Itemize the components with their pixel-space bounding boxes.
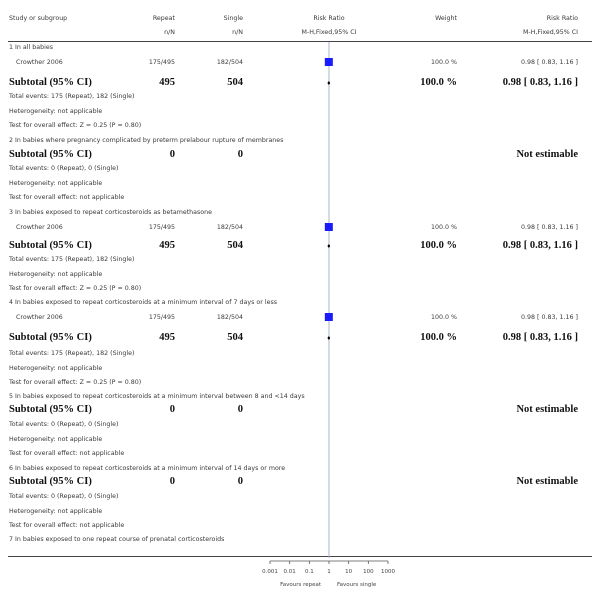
header-risk-ratio-sub: M-H,Fixed,95% CI [301,29,357,36]
study-repeat: 175/495 [148,59,175,66]
total-events: Total events: 175 (Repeat), 182 (Single) [9,350,135,357]
study-ci: 0.98 [ 0.83, 1.16 ] [521,314,578,321]
study-name: Crowther 2006 [16,314,63,321]
subtotal-label: Subtotal (95% CI) [9,404,92,415]
x-tick-label: 100 [363,569,374,575]
group-title: 2 In babies where pregnancy complicated by preterm prelabour rupture of membranes [9,137,284,144]
header-single-sub: n/N [232,29,243,36]
favours-right-label: Favours single [337,582,377,588]
subtotal-weight: 100.0 % [420,332,457,343]
subtotal-weight: 100.0 % [420,240,457,251]
heterogeneity: Heterogeneity: not applicable [9,365,103,372]
overall-effect: Test for overall effect: Z = 0.25 (P = 0.80) [9,122,142,129]
study-single: 182/504 [216,59,243,66]
x-tick-label: 0.01 [283,569,296,575]
subtotal-ci: 0.98 [ 0.83, 1.16 ] [502,332,578,343]
heterogeneity: Heterogeneity: not applicable [9,436,103,443]
study-ci: 0.98 [ 0.83, 1.16 ] [521,59,578,66]
subtotal-label: Subtotal (95% CI) [9,476,92,487]
overall-effect: Test for overall effect: not applicable [9,522,125,529]
subtotal-single: 504 [227,77,243,88]
study-repeat: 175/495 [148,224,175,231]
subtotal-diamond [327,244,330,248]
subtotal-single: 504 [227,240,243,251]
header-risk-ratio-2-sub: M-H,Fixed,95% CI [522,29,578,36]
subtotal-diamond [327,81,330,85]
group-title: 4 In babies exposed to repeat corticosteroids at a minimum interval of 7 days or less [9,299,278,306]
x-tick-label: 0.001 [262,569,278,575]
subtotal-repeat: 495 [159,332,175,343]
subtotal-ci: 0.98 [ 0.83, 1.16 ] [502,77,578,88]
subtotal-repeat: 0 [169,404,175,415]
overall-effect: Test for overall effect: Z = 0.25 (P = 0.80) [9,379,142,386]
header-weight: Weight [435,15,457,22]
subtotal-repeat: 0 [169,476,175,487]
subtotal-ci: Not estimable [516,404,578,415]
subtotal-repeat: 0 [169,149,175,160]
study-name: Crowther 2006 [16,224,63,231]
subtotal-ci: Not estimable [516,476,578,487]
x-tick-label: 0.1 [304,569,314,575]
group-title: 7 In babies exposed to one repeat course of prenatal corticosteroids [9,536,225,543]
study-repeat: 175/495 [148,314,175,321]
study-marker [325,313,333,321]
x-tick-label: 1000 [381,569,395,575]
heterogeneity: Heterogeneity: not applicable [9,180,103,187]
favours-left-label: Favours repeat [280,582,321,588]
subtotal-label: Subtotal (95% CI) [9,240,92,251]
study-weight: 100.0 % [430,59,457,66]
study-single: 182/504 [216,314,243,321]
study-marker [325,58,333,66]
overall-effect: Test for overall effect: not applicable [9,194,125,201]
subtotal-single: 504 [227,332,243,343]
total-events: Total events: 0 (Repeat), 0 (Single) [9,165,119,172]
x-tick-label: 1 [327,569,331,575]
subtotal-single: 0 [237,149,243,160]
header-repeat: Repeat [152,15,175,22]
subtotal-diamond [327,336,330,340]
header-risk-ratio: Risk Ratio [313,15,345,22]
header-repeat-sub: n/N [164,29,175,36]
total-events: Total events: 0 (Repeat), 0 (Single) [9,493,119,500]
header-single: Single [223,15,243,22]
subtotal-weight: 100.0 % [420,77,457,88]
subtotal-label: Subtotal (95% CI) [9,77,92,88]
group-title: 3 In babies exposed to repeat corticosteroids as betamethasone [9,209,213,216]
header-study: Study or subgroup [9,15,68,22]
subtotal-repeat: 495 [159,77,175,88]
study-single: 182/504 [216,224,243,231]
group-title: 5 In babies exposed to repeat corticosteroids at a minimum interval between 8 and <14 days [9,393,305,400]
subtotal-ci: 0.98 [ 0.83, 1.16 ] [502,240,578,251]
header-risk-ratio-2: Risk Ratio [546,15,578,22]
subtotal-single: 0 [237,404,243,415]
total-events: Total events: 0 (Repeat), 0 (Single) [9,421,119,428]
study-weight: 100.0 % [430,314,457,321]
subtotal-label: Subtotal (95% CI) [9,149,92,160]
total-events: Total events: 175 (Repeat), 182 (Single) [9,256,135,263]
study-marker [325,223,333,231]
subtotal-single: 0 [237,476,243,487]
group-title: 1 In all babies [9,44,53,51]
total-events: Total events: 175 (Repeat), 182 (Single) [9,93,135,100]
subtotal-label: Subtotal (95% CI) [9,332,92,343]
study-ci: 0.98 [ 0.83, 1.16 ] [521,224,578,231]
study-name: Crowther 2006 [16,59,63,66]
heterogeneity: Heterogeneity: not applicable [9,108,103,115]
subtotal-ci: Not estimable [516,149,578,160]
study-weight: 100.0 % [430,224,457,231]
x-tick-label: 10 [345,569,353,575]
heterogeneity: Heterogeneity: not applicable [9,271,103,278]
group-title: 6 In babies exposed to repeat corticosteroids at a minimum interval of 14 days or more [9,465,286,472]
overall-effect: Test for overall effect: not applicable [9,450,125,457]
heterogeneity: Heterogeneity: not applicable [9,508,103,515]
subtotal-repeat: 495 [159,240,175,251]
overall-effect: Test for overall effect: Z = 0.25 (P = 0.80) [9,285,142,292]
